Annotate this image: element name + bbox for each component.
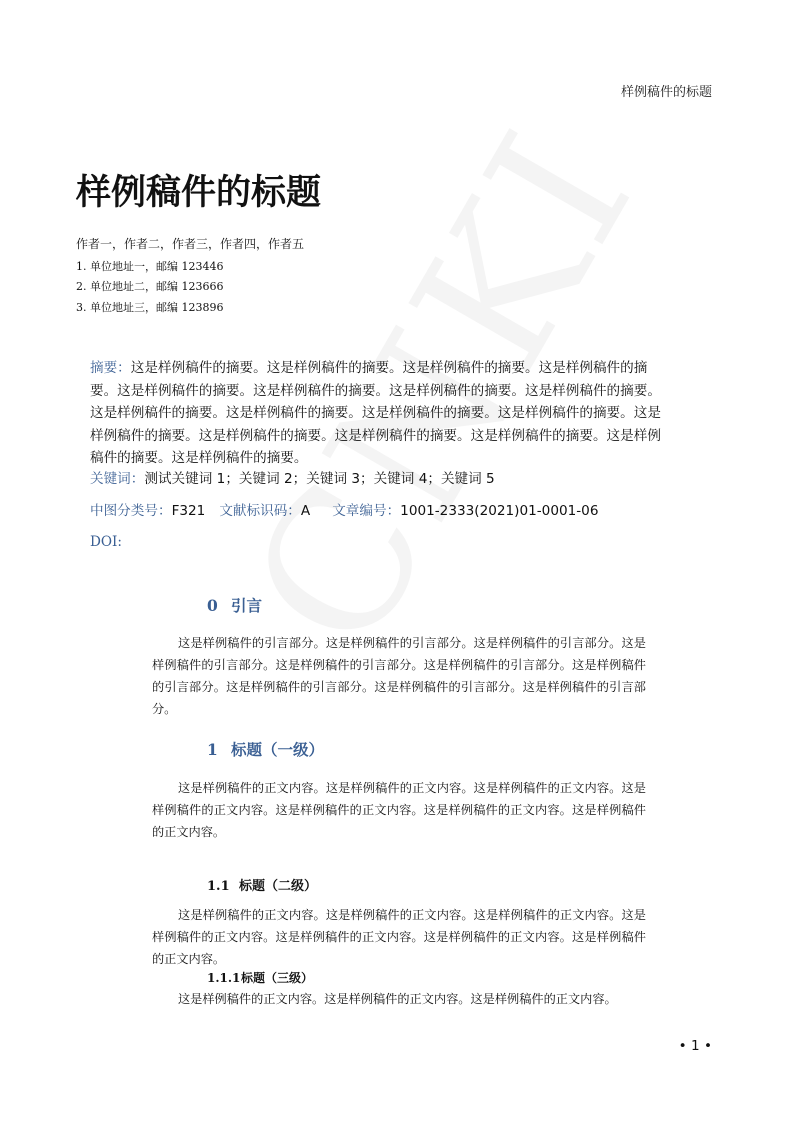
- subsubsection-number: 1.1.1: [207, 971, 241, 985]
- section-heading-1: [207, 738, 324, 760]
- author-list: 作者一，作者二，作者三，作者四，作者五: [76, 237, 305, 251]
- keywords-label: 关键词：: [90, 471, 145, 487]
- affiliation-3: 3. 单位地址三，邮编 123896: [76, 301, 224, 314]
- article-number-label: 文章编号：: [332, 503, 401, 519]
- abstract-text: 这是样例稿件的摘要。这是样例稿件的摘要。这是样例稿件的摘要。这是样例稿件的摘要。这是样例稿件的摘要。这是样例稿件的摘要。这是样例稿件的摘要。这是样例稿件的摘要。这是样例稿件的摘要。这是样例稿件的摘要。这是样例稿件的摘要。这是样例稿件的摘要。这是样例稿件的摘要。这是样例稿件的摘要。这是样例稿件的摘要。这是样例稿件的摘要。这是样例稿件的摘要。这是样例稿件的摘要。: [90, 360, 661, 466]
- affiliation-1: 1. 单位地址一，邮编 123446: [76, 260, 224, 273]
- subsubsection-heading-1-1-1: [207, 969, 313, 986]
- page-number: • 1 •: [678, 1038, 712, 1054]
- doc-code-label: 文献标识码：: [219, 503, 301, 519]
- classification-line: [90, 499, 598, 519]
- keywords-text: 测试关键词 1；关键词 2；关键词 3；关键词 4；关键词 5: [144, 471, 495, 487]
- affiliation-2: 2. 单位地址二，邮编 123666: [76, 280, 224, 293]
- keywords: [90, 467, 495, 487]
- subsection-1-1-paragraph: 这是样例稿件的正文内容。这是样例稿件的正文内容。这是样例稿件的正文内容。这是样例稿件的正文内容。这是样例稿件的正文内容。这是样例稿件的正文内容。这是样例稿件的正文内容。: [152, 908, 646, 966]
- abstract-label: 摘要：: [90, 360, 131, 376]
- section-title: 标题（一级）: [231, 741, 325, 759]
- doi-label: DOI:: [90, 534, 122, 550]
- section-number: 1: [207, 740, 218, 759]
- doc-code-value: A: [300, 503, 311, 519]
- subsection-title: 标题（二级）: [239, 879, 318, 894]
- section-1-paragraph: 这是样例稿件的正文内容。这是样例稿件的正文内容。这是样例稿件的正文内容。这是样例稿件的正文内容。这是样例稿件的正文内容。这是样例稿件的正文内容。这是样例稿件的正文内容。: [152, 781, 646, 839]
- section-title: 引言: [231, 597, 263, 615]
- clc-value: F321: [171, 503, 206, 519]
- subsubsection-title: 标题（三级）: [241, 971, 314, 985]
- section-heading-intro: [207, 594, 262, 616]
- clc-label: 中图分类号：: [90, 503, 172, 519]
- article-number-value: 1001-2333(2021)01-0001-06: [400, 503, 599, 519]
- running-header: 样例稿件的标题: [620, 85, 712, 100]
- paper-title: 样例稿件的标题: [76, 173, 322, 213]
- subsubsection-1-1-1-paragraph: 这是样例稿件的正文内容。这是样例稿件的正文内容。这是样例稿件的正文内容。: [178, 992, 617, 1006]
- intro-paragraph: 这是样例稿件的引言部分。这是样例稿件的引言部分。这是样例稿件的引言部分。这是样例稿件的引言部分。这是样例稿件的引言部分。这是样例稿件的引言部分。这是样例稿件的引言部分。这是样例稿件的引言部分。这是样例稿件的引言部分。这是样例稿件的引言部分。: [152, 636, 646, 716]
- subsection-number: 1.1: [207, 879, 230, 894]
- abstract: [90, 357, 666, 470]
- section-number: 0: [207, 596, 218, 615]
- subsection-heading-1-1: [207, 875, 317, 894]
